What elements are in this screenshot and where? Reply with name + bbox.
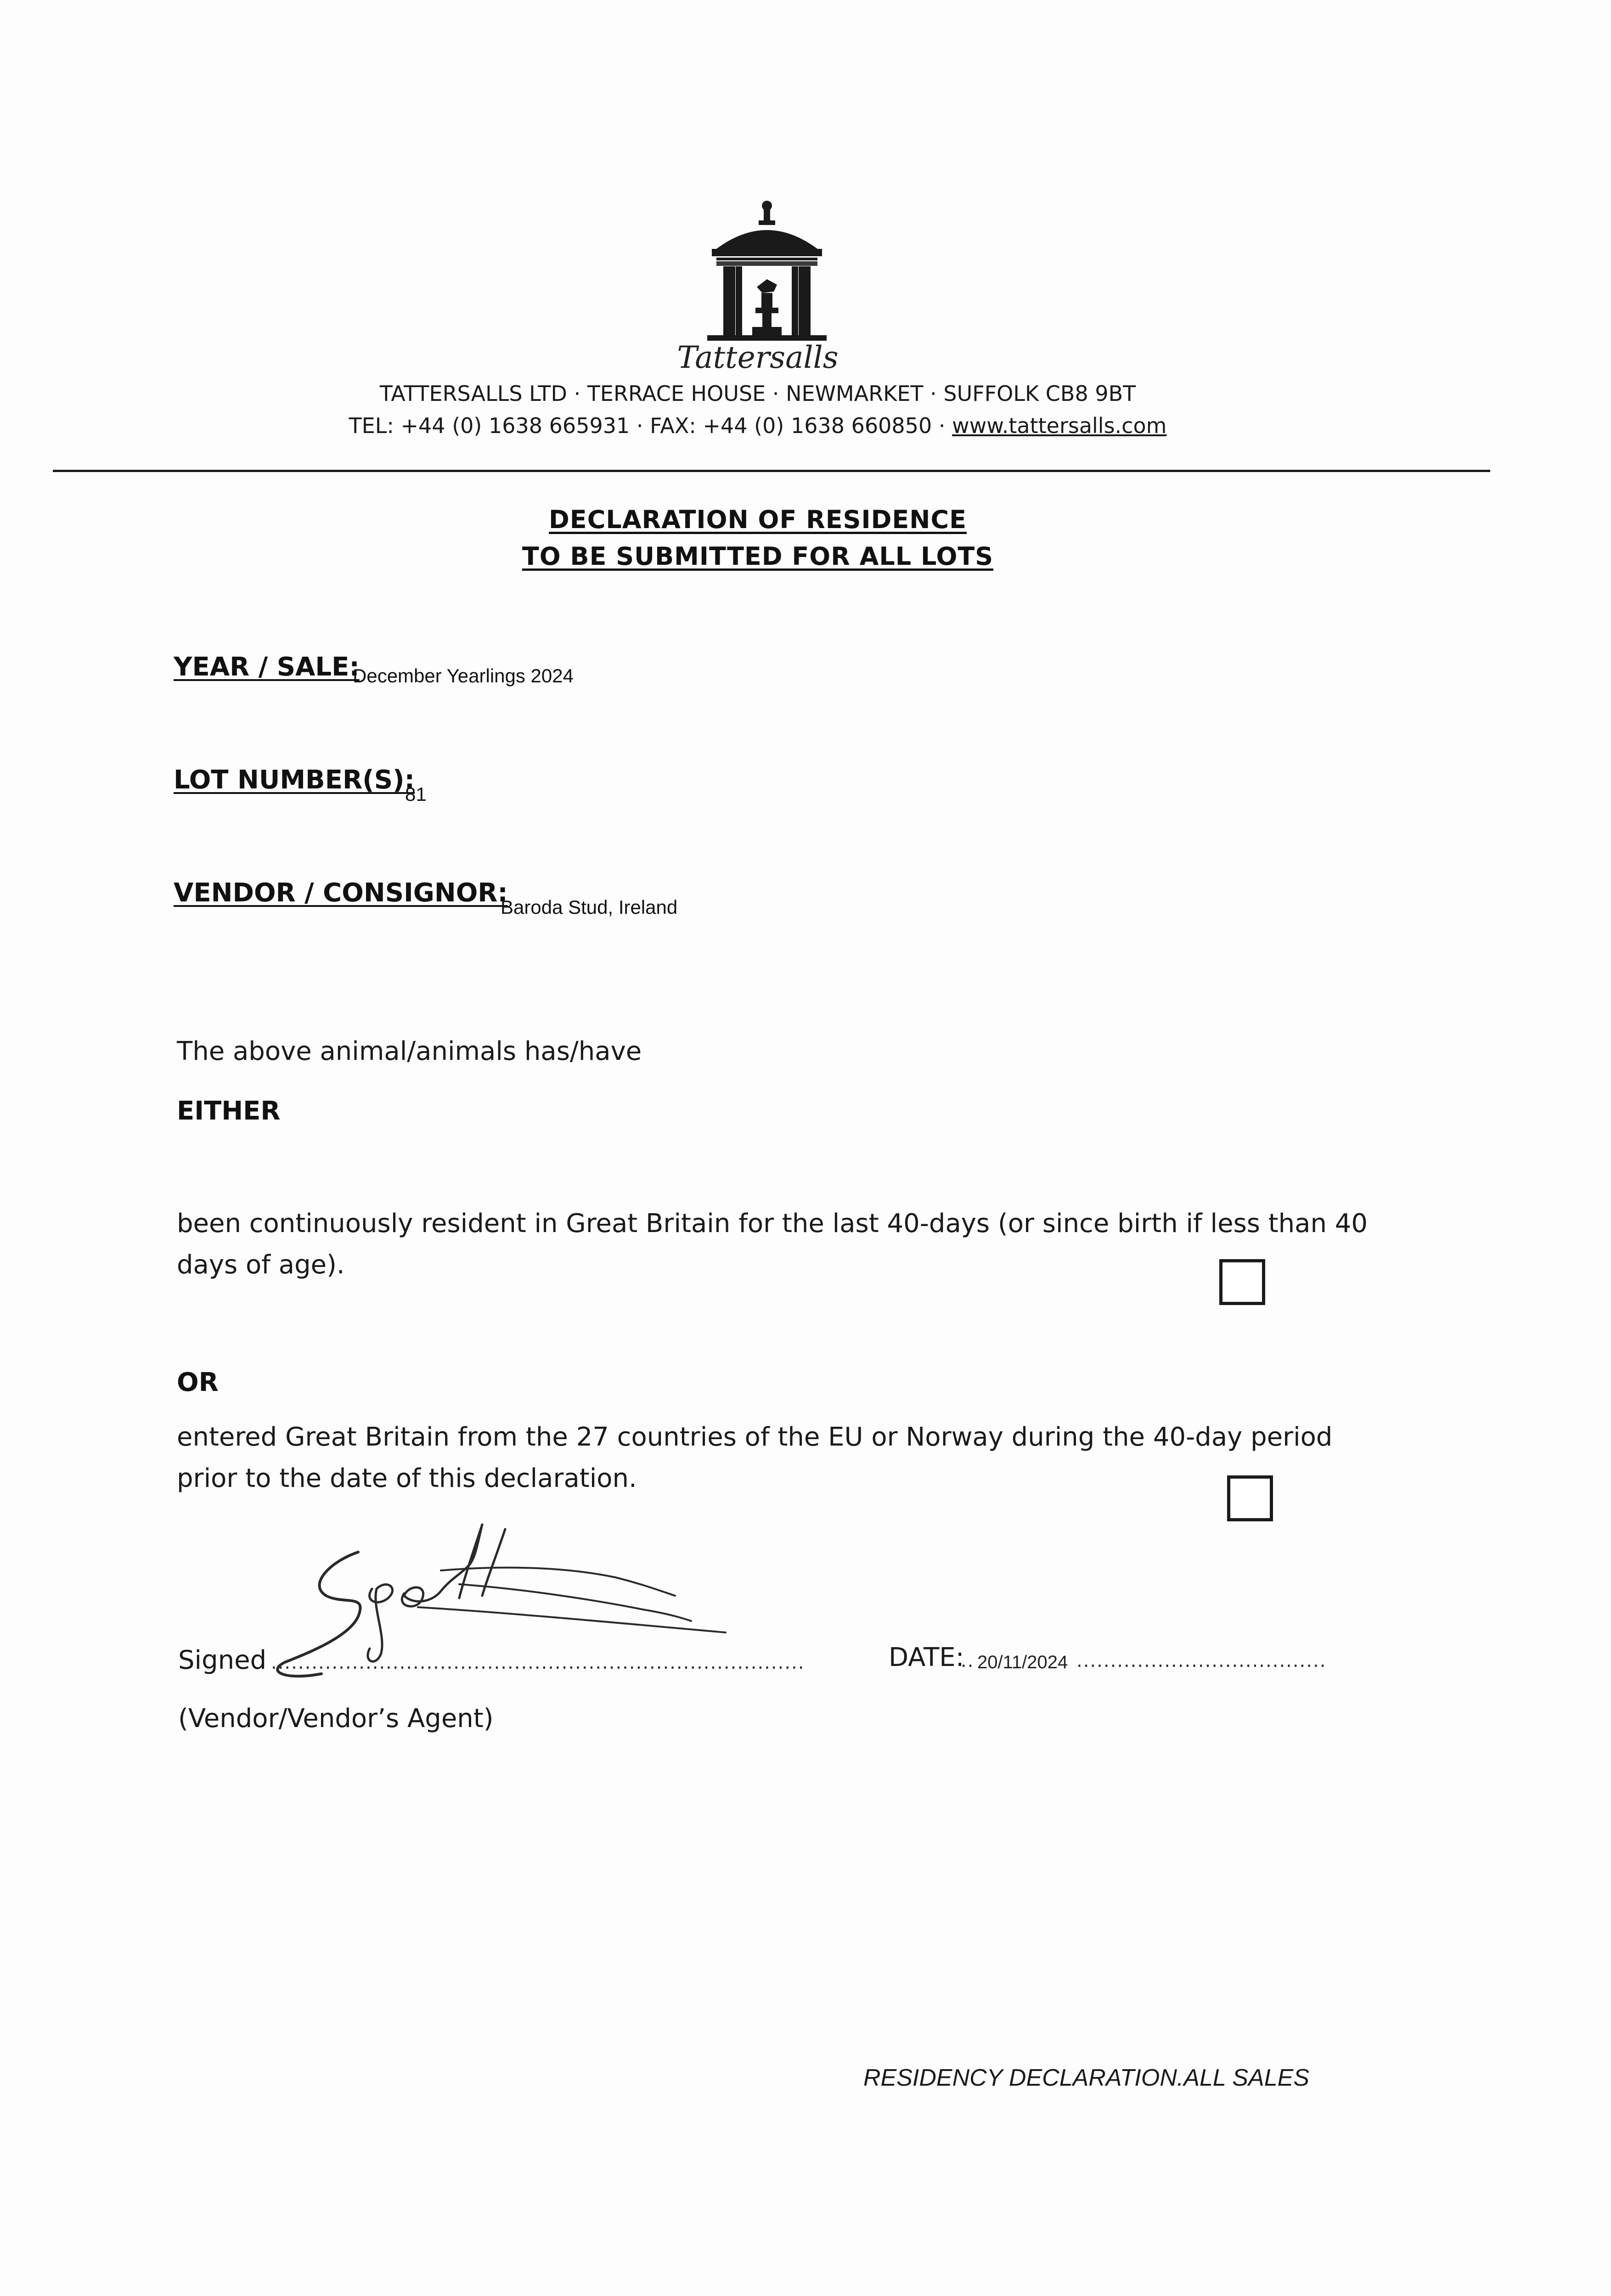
signer-role: (Vendor/Vendor’s Agent) xyxy=(178,1704,494,1733)
tattersalls-logo-icon xyxy=(698,197,836,349)
lot-numbers-value[interactable]: 81 xyxy=(405,783,427,805)
year-sale-value[interactable]: December Yearlings 2024 xyxy=(353,665,574,687)
vendor-label: VENDOR / CONSIGNOR: xyxy=(174,878,508,908)
document-title-line1: DECLARATION OF RESIDENCE xyxy=(548,505,967,534)
vendor-value[interactable]: Baroda Stud, Ireland xyxy=(501,896,678,918)
date-value[interactable]: 20/11/2024 xyxy=(977,1652,1068,1672)
option1-text-line1: been continuously resident in Great Britain for the last 40-days (or since birth if less than 40 xyxy=(177,1209,1368,1238)
option2-checkbox[interactable] xyxy=(1227,1475,1273,1521)
brand-name: Tattersalls xyxy=(677,340,839,375)
option2-text-line2: prior to the date of this declaration. xyxy=(177,1463,637,1493)
signature-line[interactable]: ............................................................................... xyxy=(271,1652,805,1673)
intro-text: The above animal/animals has/have xyxy=(177,1036,642,1066)
document-title-line2: TO BE SUBMITTED FOR ALL LOTS xyxy=(522,542,994,571)
letterhead-divider xyxy=(53,470,1490,472)
option1-text-line2: days of age). xyxy=(177,1250,345,1280)
lot-numbers-label: LOT NUMBER(S): xyxy=(174,765,415,795)
phone-fax-text: TEL: +44 (0) 1638 665931 · FAX: +44 (0) 1638 660850 · xyxy=(349,413,952,438)
date-lead-dots: .. xyxy=(961,1650,974,1671)
signed-label: Signed xyxy=(178,1645,267,1675)
or-heading: OR xyxy=(177,1367,219,1397)
option2-text-line1: entered Great Britain from the 27 countries of the EU or Norway during the 40-day period xyxy=(177,1422,1333,1452)
company-address: TATTERSALLS LTD · TERRACE HOUSE · NEWMARKET · SUFFOLK CB8 9BT xyxy=(379,381,1136,406)
date-label: DATE: xyxy=(889,1643,964,1672)
form-code: RESIDENCY DECLARATION.ALL SALES xyxy=(863,2065,1310,2091)
date-trail-dots: ..................................... xyxy=(1076,1650,1327,1671)
company-contact xyxy=(184,413,1332,438)
website-link[interactable]: www.tattersalls.com xyxy=(952,413,1167,438)
either-heading: EITHER xyxy=(177,1096,281,1126)
option1-checkbox[interactable] xyxy=(1219,1259,1265,1305)
year-sale-label: YEAR / SALE: xyxy=(174,652,360,682)
